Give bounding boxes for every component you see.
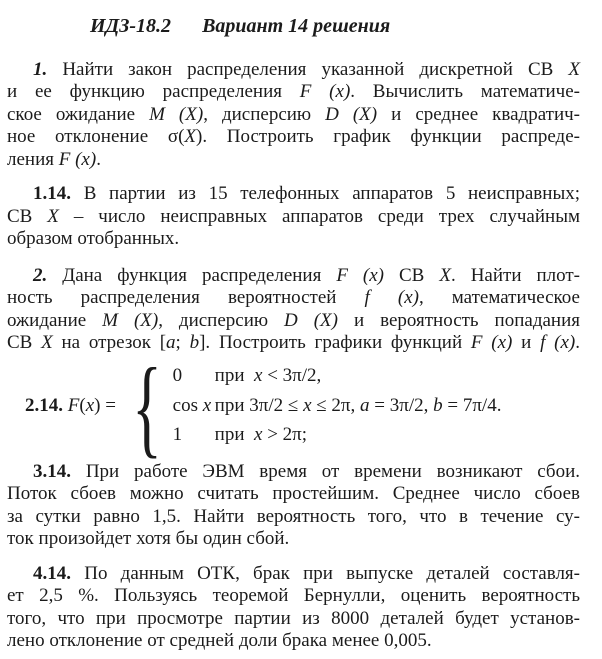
problem-1-14 xyxy=(7,183,580,251)
text-run: при 3π/2 ≤ xyxy=(214,394,304,416)
text-run: , дисперсию xyxy=(158,309,285,331)
text-line xyxy=(7,528,580,551)
text-line xyxy=(7,149,580,172)
text-run: 2. xyxy=(33,264,63,286)
text-run: D (X) xyxy=(325,103,378,125)
text-run: Поток сбоев можно считать простейшим. Среднее число сбоев xyxy=(7,483,580,504)
text-run: = 7π/4. xyxy=(442,394,502,416)
text-run: = 3π/2, xyxy=(369,394,434,416)
text-run: 1.14. xyxy=(33,183,84,204)
text-run: 0 xyxy=(172,365,183,387)
document-id: ИДЗ-18.2 xyxy=(90,15,172,37)
text-run: ное отклонение σ( xyxy=(7,126,185,147)
text-run: , дисперсию xyxy=(203,103,326,125)
text-run: F xyxy=(67,394,80,416)
text-run: на отрезок [ xyxy=(52,332,167,353)
text-run: < 3π/2, xyxy=(262,365,322,387)
formula-cases xyxy=(173,365,502,447)
text-line xyxy=(7,608,580,631)
text-run: 1. xyxy=(33,58,63,80)
problem-3-14 xyxy=(7,461,580,551)
text-run: X xyxy=(184,126,197,147)
case-row xyxy=(173,395,502,418)
text-line xyxy=(7,81,580,104)
text-run: X xyxy=(568,58,580,80)
text-run: ]. Построить графики функций xyxy=(199,332,471,353)
text-run: ет 2,5 %. Пользуясь теоремой Бернулли, оценить вероятность xyxy=(7,585,580,606)
text-run: f (x) xyxy=(540,332,576,353)
text-line xyxy=(7,483,580,506)
text-run: . xyxy=(96,148,101,170)
text-run: F (x) xyxy=(470,332,513,353)
text-run: Дана функция распределения xyxy=(62,264,337,286)
text-run: 1 xyxy=(172,424,183,446)
text-run: ления xyxy=(7,148,59,170)
text-run: ) = xyxy=(94,394,121,416)
left-curly-brace-icon: { xyxy=(131,344,162,468)
text-run: 2.14. xyxy=(25,394,68,416)
text-line xyxy=(7,206,580,229)
text-line xyxy=(7,461,580,484)
text-run: и среднее квадратич- xyxy=(377,103,580,125)
case-value xyxy=(173,365,215,388)
text-run: M (X) xyxy=(149,103,204,125)
text-run: F (x) xyxy=(336,264,385,286)
text-run: a xyxy=(166,332,176,353)
text-run: M (X) xyxy=(102,309,159,331)
text-run: ( xyxy=(79,394,86,416)
text-run: СВ xyxy=(384,264,440,286)
text-line xyxy=(7,183,580,206)
text-line xyxy=(7,630,580,653)
text-run: x xyxy=(254,424,263,446)
text-line xyxy=(7,585,580,608)
text-run: b xyxy=(189,332,200,353)
case-value xyxy=(173,424,215,447)
text-run: за сутки равно 1,5. Найти вероятность того, что в течение су- xyxy=(7,505,580,527)
text-run: 3.14. xyxy=(33,460,86,482)
text-run: f (x) xyxy=(364,287,419,308)
case-condition xyxy=(215,365,322,388)
text-run: и xyxy=(512,332,541,353)
text-run: По данным ОТК, брак при выпуске деталей составля- xyxy=(84,562,580,584)
case-row xyxy=(173,365,502,388)
text-run: ожидание xyxy=(7,309,103,331)
text-run: – число неисправных аппаратов среди трех случайным xyxy=(58,205,580,227)
text-run: того, что при просмотре партии из 8000 деталей будет установ- xyxy=(7,607,580,629)
text-run: . Вычислить математиче- xyxy=(350,81,581,102)
text-line xyxy=(7,126,580,149)
problem-4-14 xyxy=(7,563,580,653)
text-run: ≤ 2π, xyxy=(311,394,361,416)
case-condition xyxy=(215,424,307,447)
text-line xyxy=(7,287,580,310)
formula-2-14 xyxy=(7,344,580,468)
text-run: F (x) xyxy=(299,81,351,102)
variant-title: Вариант 14 решения xyxy=(202,15,391,37)
text-run: b xyxy=(433,394,443,416)
text-run: a xyxy=(360,394,370,416)
text-run: X xyxy=(41,332,53,353)
text-run: x xyxy=(202,394,212,416)
text-run: ток произойдет хотя бы один сбой. xyxy=(7,528,290,549)
text-run: > 2π; xyxy=(262,424,308,446)
text-line xyxy=(7,563,580,586)
text-line xyxy=(7,310,580,333)
text-run: ). Построить график функции распреде- xyxy=(196,126,580,147)
text-line xyxy=(7,104,580,127)
text-run: cos xyxy=(172,394,203,416)
text-line xyxy=(7,332,580,355)
text-run: СВ xyxy=(7,205,48,227)
text-run: x xyxy=(303,394,312,416)
text-run: . xyxy=(575,332,580,353)
text-run: и вероятность попадания xyxy=(338,309,580,331)
text-run: при xyxy=(214,424,255,446)
case-value xyxy=(173,395,215,418)
text-run: F (x) xyxy=(58,148,97,170)
text-run: , математическое xyxy=(418,287,580,308)
case-row xyxy=(173,424,502,447)
text-run: 4.14. xyxy=(33,562,85,584)
text-line xyxy=(7,265,580,288)
text-line xyxy=(7,506,580,529)
text-run: В партии из 15 телефонных аппаратов 5 неисправных; xyxy=(83,183,580,204)
formula-label xyxy=(25,395,121,418)
text-run: СВ xyxy=(7,332,42,353)
text-run: лено отклонение от средней доли брака менее 0,005. xyxy=(7,630,432,651)
problem-1-statement xyxy=(7,59,580,172)
text-run: X xyxy=(47,205,59,227)
problem-2-statement xyxy=(7,265,580,355)
case-condition xyxy=(215,395,502,418)
text-run: D (X) xyxy=(284,309,338,331)
text-run: образом отобранных. xyxy=(7,228,180,249)
text-run: ское ожидание xyxy=(7,103,150,125)
text-run: При работе ЭВМ время от времени возникают сбои. xyxy=(85,460,581,482)
text-run: x xyxy=(254,365,263,387)
text-run: x xyxy=(85,394,95,416)
text-run: и ее функцию распределения xyxy=(7,81,300,102)
text-run: ; xyxy=(175,332,190,353)
page-header xyxy=(90,15,580,38)
text-line xyxy=(7,59,580,82)
text-run: X xyxy=(439,264,451,286)
text-line xyxy=(7,228,580,251)
text-run: . Найти плот- xyxy=(450,264,580,286)
text-run: ность распределения вероятностей xyxy=(7,287,365,308)
text-run: Найти закон распределения указанной дискретной СВ xyxy=(62,58,569,80)
text-run: при xyxy=(214,365,255,387)
